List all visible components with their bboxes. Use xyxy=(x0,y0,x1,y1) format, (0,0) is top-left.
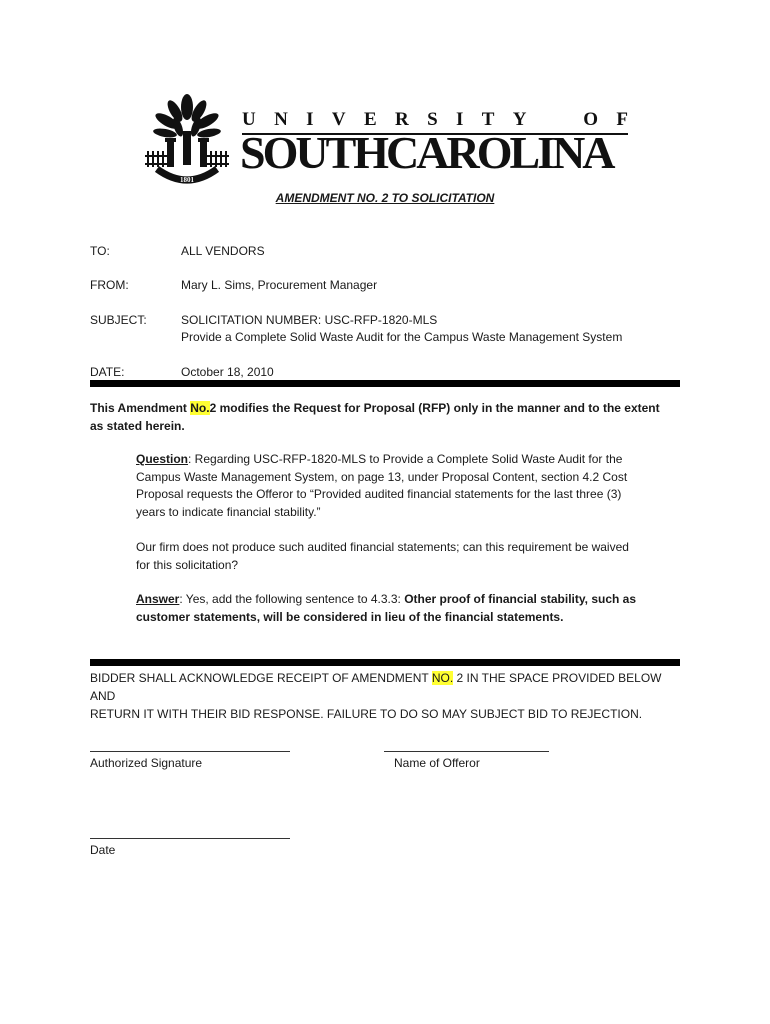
acknowledge-divider xyxy=(90,659,680,666)
from-value: Mary L. Sims, Procurement Manager xyxy=(181,278,378,292)
question-line-4: years to indicate financial stability.” xyxy=(136,504,321,519)
ack-line-2: RETURN IT WITH THEIR BID RESPONSE. FAILURE TO DO SO MAY SUBJECT BID TO REJECTION. xyxy=(90,707,643,721)
subject-line-1: SOLICITATION NUMBER: USC-RFP-1820-MLS xyxy=(181,313,438,327)
usc-logo-emblem xyxy=(145,93,229,189)
intro-paragraph xyxy=(90,399,682,435)
intro-post: 2 modifies the Request for Proposal (RFP) only in the manner and to the extent xyxy=(209,401,660,415)
followup-line-2: for this solicitation? xyxy=(136,557,239,572)
intro-line-2: as stated herein. xyxy=(90,419,185,433)
palmetto-seal-icon xyxy=(145,93,229,189)
question-block xyxy=(136,451,666,521)
header-divider xyxy=(90,380,680,387)
date-signature-label: Date xyxy=(90,843,116,857)
question-line-1: : Regarding USC-RFP-1820-MLS to Provide a Complete Solid Waste Audit for the xyxy=(188,452,623,466)
answer-label: Answer xyxy=(136,592,180,606)
question-line-3: Proposal requests the Offeror to “Provided audited financial statements for the last three (3) xyxy=(136,487,622,501)
subject-line-2: Provide a Complete Solid Waste Audit for the Campus Waste Management System xyxy=(181,330,623,344)
to-label: TO: xyxy=(90,244,110,258)
logo-university-of: U N I V E R S I T Y O F xyxy=(242,109,628,130)
ack-post: 2 IN THE SPACE PROVIDED BELOW AND xyxy=(90,671,662,703)
acknowledge-paragraph xyxy=(90,669,682,723)
authorized-signature-label: Authorized Signature xyxy=(90,756,203,770)
question-line-2: Campus Waste Management System, on page 13, under Proposal Content, section 4.2 Cost xyxy=(136,469,628,484)
offeror-name-line[interactable] xyxy=(384,751,549,752)
question-followup xyxy=(136,539,666,574)
date-label: DATE: xyxy=(90,365,125,379)
subject-label: SUBJECT: xyxy=(90,313,147,327)
question-label: Question xyxy=(136,452,189,466)
to-value: ALL VENDORS xyxy=(181,244,265,258)
date-signature-line[interactable] xyxy=(90,838,290,839)
offeror-name-label: Name of Offeror xyxy=(394,756,480,770)
logo-south-carolina: SOUTHCAROLINA xyxy=(240,127,613,178)
from-label: FROM: xyxy=(90,278,129,292)
document-title: AMENDMENT NO. 2 TO SOLICITATION xyxy=(275,191,495,205)
ack-pre: BIDDER SHALL ACKNOWLEDGE RECEIPT OF AMENDMENT xyxy=(90,671,432,685)
authorized-signature-line[interactable] xyxy=(90,751,290,752)
answer-text: : Yes, add the following sentence to 4.3.3: xyxy=(179,592,405,606)
answer-bold-2: customer statements, will be considered in lieu of the financial statements. xyxy=(136,609,564,624)
date-value: October 18, 2010 xyxy=(181,365,274,379)
intro-highlight: No. xyxy=(190,401,210,415)
answer-bold-1: Other proof of financial stability, such as xyxy=(404,592,637,606)
seal-year: 1801 xyxy=(180,176,194,184)
ack-highlight: NO. xyxy=(431,671,454,685)
intro-pre: This Amendment xyxy=(90,401,191,415)
followup-line-1: Our firm does not produce such audited financial statements; can this requirement be waived xyxy=(136,540,629,554)
answer-block xyxy=(136,591,666,626)
